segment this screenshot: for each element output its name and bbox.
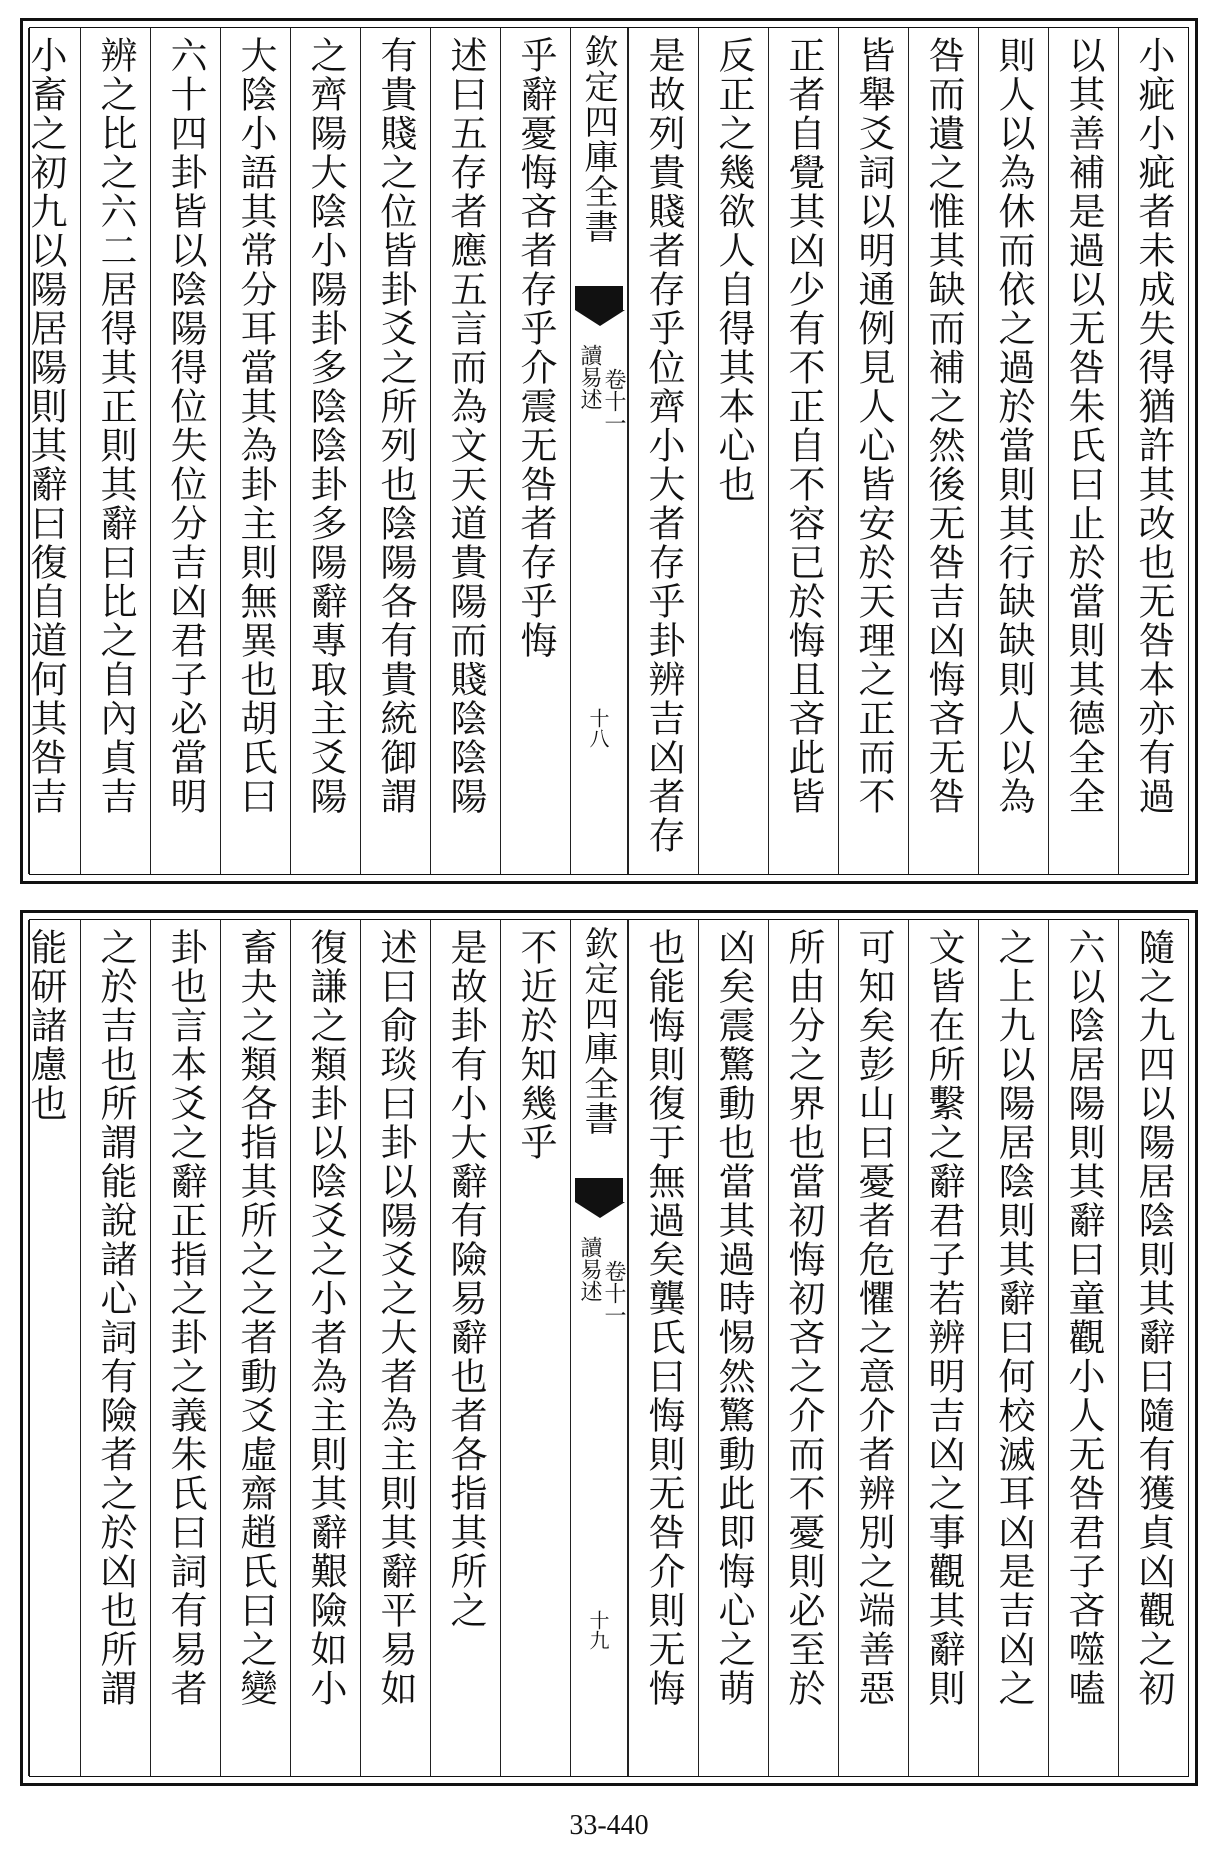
column-text: 六以陰居陽則其辭曰童觀小人无咎君子吝噬嗑 [1062,928,1105,1708]
text-column [628,28,698,874]
column-text: 是故列貴賤者存乎位齊小大者存乎卦辨吉凶者存 [642,36,685,855]
text-column [150,28,220,874]
text-column [768,920,838,1776]
column-text: 以其善補是過以无咎朱氏曰止於當則其德全全 [1062,36,1105,816]
column-text: 辨之比之六二居得其正則其辭曰比之自內貞吉 [94,36,137,816]
column-text: 六十四卦皆以陰陽得位失位分吉凶君子必當明 [164,36,207,816]
column-text: 述曰俞琰曰卦以陽爻之大者為主則其辭平易如 [374,928,417,1708]
text-column [80,920,150,1776]
banner-volume: 卷十一 [601,1260,626,1326]
text-column [698,920,768,1776]
banner-page-number: 十八 [586,708,610,748]
text-column [220,28,290,874]
column-text: 皆舉爻詞以明通例見人心皆安於天理之正而不 [852,36,895,816]
text-column [500,920,570,1776]
text-column [1118,920,1188,1776]
top-page-inner-frame [24,27,1189,875]
text-column [220,920,290,1776]
column-text: 不近於知幾乎 [514,928,557,1162]
text-column [290,920,360,1776]
center-banner [570,28,628,874]
column-text: 復謙之類卦以陰爻之小者為主則其辭艱險如小 [304,928,347,1708]
text-column [978,28,1048,874]
column-text: 述曰五存者應五言而為文天道貴陽而賤陰陰陽 [444,36,487,816]
text-column [430,920,500,1776]
column-text: 小疵小疵者未成失得猶許其改也无咎本亦有過 [1132,36,1175,816]
fish-tail-mark-icon [575,1178,623,1202]
column-text: 咎而遺之惟其缺而補之然後无咎吉凶悔吝无咎 [922,36,965,816]
text-column [908,28,978,874]
column-text: 畜夬之類各指其所之之者動爻虛齋趙氏曰之變 [234,928,277,1708]
column-text: 隨之九四以陽居陰則其辭曰隨有獲貞凶觀之初 [1132,928,1175,1708]
text-column [1048,28,1118,874]
column-text: 有貴賤之位皆卦爻之所列也陰陽各有貴統御謂 [374,36,417,816]
column-text: 是故卦有小大辭有險易辭也者各指其所之 [444,928,487,1630]
text-column [24,28,80,874]
text-column [908,920,978,1776]
page-number: 33-440 [569,1810,649,1841]
column-text: 正者自覺其凶少有不正自不容已於悔且吝此皆 [782,36,825,816]
text-column [1118,28,1188,874]
banner-title: 欽定四庫全書 [578,926,618,1136]
text-column [430,28,500,874]
center-banner [570,920,628,1776]
column-text: 文皆在所繫之辭君子若辨明吉凶之事觀其辭則 [922,928,965,1708]
bottom-page-panel [20,910,1198,1786]
text-column [628,920,698,1776]
banner-title: 欽定四庫全書 [578,34,618,244]
column-text: 所由分之界也當初悔初吝之介而不憂則必至於 [782,928,825,1708]
column-text: 乎辭憂悔吝者存乎介震无咎者存乎悔 [514,36,557,660]
banner-book-title: 讀易述 [577,344,602,410]
bottom-page-inner-frame [24,919,1189,1777]
text-column [978,920,1048,1776]
column-text: 卦也言本爻之辭正指之卦之義朱氏曰詞有易者 [164,928,207,1708]
banner-book-title: 讀易述 [577,1236,602,1302]
text-column [360,28,430,874]
column-text: 大陰小語其常分耳當其為卦主則無異也胡氏曰 [234,36,277,816]
text-column [698,28,768,874]
text-column [768,28,838,874]
column-text: 小畜之初九以陽居陽則其辭曰復自道何其咎吉 [24,36,67,816]
column-text: 之上九以陽居陰則其辭曰何校滅耳凶是吉凶之 [992,928,1035,1708]
column-text: 則人以為休而依之過於當則其行缺缺則人以為 [992,36,1035,816]
column-text: 之於吉也所謂能說諸心詞有險者之於凶也所謂 [94,928,137,1708]
text-column [290,28,360,874]
text-column [24,920,80,1776]
fish-tail-mark-icon [575,286,623,310]
banner-volume: 卷十一 [601,368,626,434]
text-column [838,28,908,874]
banner-page-number: 十九 [586,1610,610,1650]
column-text: 反正之幾欲人自得其本心也 [712,36,755,504]
column-text: 也能悔則復于無過矣龔氏曰悔則无咎介則无悔 [642,928,685,1708]
text-column [500,28,570,874]
column-text: 能研諸慮也 [24,928,67,1123]
text-column [150,920,220,1776]
top-page-panel [20,18,1198,884]
column-text: 之齊陽大陰小陽卦多陰陰卦多陽辭專取主爻陽 [304,36,347,816]
text-column [360,920,430,1776]
text-column [1048,920,1118,1776]
text-column [838,920,908,1776]
text-column [80,28,150,874]
column-text: 凶矣震驚動也當其過時惕然驚動此即悔心之萌 [712,928,755,1708]
column-text: 可知矣彭山曰憂者危懼之意介者辨別之端善惡 [852,928,895,1708]
